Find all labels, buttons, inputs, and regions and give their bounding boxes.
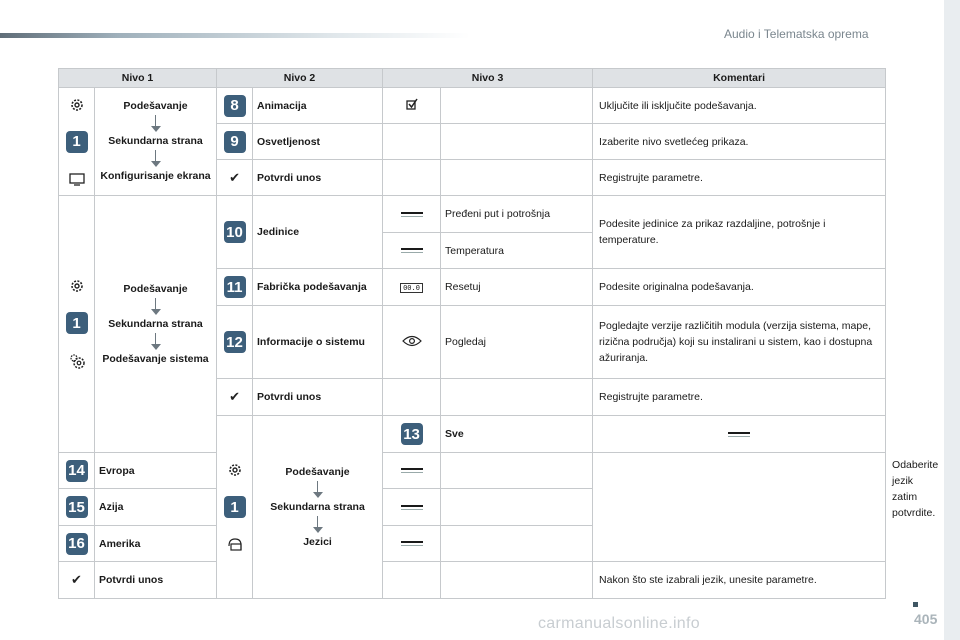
level2-label: Evropa bbox=[95, 453, 217, 489]
table-row: 1 Podešavanje Sekundarna strana Jezici 13 Sve Odaberite jezik zatim potvrdite. bbox=[59, 416, 886, 453]
level2-label: Potvrdi unos bbox=[253, 160, 383, 196]
settings-table bbox=[58, 68, 939, 599]
level2-label: Potvrdi unos bbox=[253, 379, 383, 416]
reset-value-icon: 00.0 bbox=[400, 283, 423, 293]
step-number-badge: 14 bbox=[66, 460, 88, 482]
level2-label: Animacija bbox=[253, 88, 383, 124]
gear-icon bbox=[69, 97, 85, 113]
header-nivo-3: Nivo 3 bbox=[383, 69, 593, 88]
level2-label: Fabrička podešavanja bbox=[253, 269, 383, 306]
header-nivo-2: Nivo 2 bbox=[217, 69, 383, 88]
page-edge-bar bbox=[944, 0, 960, 640]
comment-text: Uključite ili isključite podešavanja. bbox=[593, 88, 886, 124]
flow-step: Podešavanje bbox=[285, 465, 350, 478]
header-komentari: Komentari bbox=[593, 69, 886, 88]
comment-text: Registrujte parametre. bbox=[593, 160, 886, 196]
step-number-badge: 13 bbox=[401, 423, 423, 445]
flow-step: Sekundarna strana bbox=[108, 135, 203, 147]
language-icon bbox=[226, 536, 244, 552]
checkbox-icon bbox=[405, 97, 419, 111]
select-bar-icon bbox=[401, 468, 423, 473]
header-nivo-1: Nivo 1 bbox=[59, 69, 217, 88]
flow-arrow-icon bbox=[151, 298, 161, 316]
step-number-badge: 12 bbox=[224, 331, 246, 353]
level2-label: Amerika bbox=[95, 526, 217, 562]
step-number-badge: 1 bbox=[66, 312, 88, 334]
level2-label: Informacije o sistemu bbox=[253, 306, 383, 379]
flow-step: Jezici bbox=[303, 535, 332, 548]
comment-text: Izaberite nivo svetlećeg prikaza. bbox=[593, 124, 886, 160]
select-bar-icon bbox=[728, 432, 750, 437]
table-row bbox=[59, 196, 886, 233]
flow-step: Sekundarna strana bbox=[270, 500, 365, 513]
flow-step: Sekundarna strana bbox=[108, 317, 203, 330]
table-row bbox=[59, 88, 886, 124]
level1-icons-cell bbox=[59, 196, 95, 453]
flow-arrow-icon bbox=[313, 516, 323, 534]
step-number-badge: 11 bbox=[224, 276, 246, 298]
check-icon: ✔ bbox=[229, 389, 240, 404]
table-row bbox=[59, 453, 886, 489]
check-icon: ✔ bbox=[71, 572, 82, 587]
flow-step: Podešavanje bbox=[123, 282, 188, 295]
comment-text: Podesite originalna podešavanja. bbox=[593, 269, 886, 306]
step-number-badge: 8 bbox=[224, 95, 246, 117]
screen-icon bbox=[68, 171, 86, 187]
page-header-title: Audio i Telematska oprema bbox=[724, 27, 869, 41]
header-accent-bar bbox=[0, 33, 470, 38]
level1-flow-cell bbox=[253, 416, 383, 599]
gear-icon bbox=[69, 278, 85, 294]
eye-icon bbox=[402, 335, 422, 347]
comment-text: Registrujte parametre. bbox=[593, 379, 886, 416]
level2-label: Sve bbox=[441, 416, 593, 453]
level3-text: Resetuj bbox=[441, 269, 593, 306]
select-bar-icon bbox=[401, 505, 423, 510]
level2-label: Azija bbox=[95, 489, 217, 526]
system-gear-icon bbox=[68, 352, 86, 370]
select-bar-icon bbox=[401, 212, 423, 217]
step-number-badge: 15 bbox=[66, 496, 88, 518]
level2-label: Potvrdi unos bbox=[95, 562, 217, 599]
page-number: 405 bbox=[914, 611, 938, 627]
table-header-row bbox=[59, 69, 886, 88]
select-bar-icon bbox=[401, 248, 423, 253]
comment-text: Nakon što ste izabrali jezik, unesite parametre. bbox=[593, 562, 886, 599]
flow-step: Podešavanje bbox=[123, 100, 188, 112]
flow-arrow-icon bbox=[151, 333, 161, 351]
check-icon: ✔ bbox=[229, 169, 240, 185]
flow-step: Konfigurisanje ekrana bbox=[100, 170, 211, 182]
comment-text: Podesite jedinice za prikaz razdaljine, potrošnje i temperature. bbox=[593, 196, 886, 269]
watermark: carmanualsonline.info bbox=[538, 615, 700, 632]
step-number-badge: 1 bbox=[224, 496, 246, 518]
flow-arrow-icon bbox=[151, 150, 161, 168]
level3-text: Pređeni put i potrošnja bbox=[441, 196, 593, 233]
step-number-badge: 1 bbox=[66, 131, 88, 153]
step-number-badge: 9 bbox=[224, 131, 246, 153]
level3-text: Pogledaj bbox=[441, 306, 593, 379]
level3-text: Temperatura bbox=[441, 233, 593, 269]
gear-icon bbox=[227, 462, 243, 478]
level2-label: Jedinice bbox=[253, 196, 383, 269]
step-number-badge: 10 bbox=[224, 221, 246, 243]
level2-label: Osvetljenost bbox=[253, 124, 383, 160]
flow-arrow-icon bbox=[313, 481, 323, 499]
level1-icons-cell bbox=[59, 88, 95, 196]
table-row bbox=[59, 526, 886, 562]
level1-icons-cell bbox=[217, 416, 253, 599]
flow-step: Podešavanje sistema bbox=[102, 352, 209, 365]
step-number-badge: 16 bbox=[66, 533, 88, 555]
comment-text: Pogledajte verzije različitih modula (verzija sistema, mape, rizična područja) koji su instalirani u sistem, kao i dostupna ažuriranja. bbox=[593, 306, 886, 379]
page-marker bbox=[913, 602, 918, 607]
select-bar-icon bbox=[401, 541, 423, 546]
flow-arrow-icon bbox=[151, 115, 161, 133]
table-row bbox=[59, 562, 886, 599]
level1-flow-cell bbox=[95, 88, 217, 196]
level1-flow-cell bbox=[95, 196, 217, 453]
table-row bbox=[59, 489, 886, 526]
